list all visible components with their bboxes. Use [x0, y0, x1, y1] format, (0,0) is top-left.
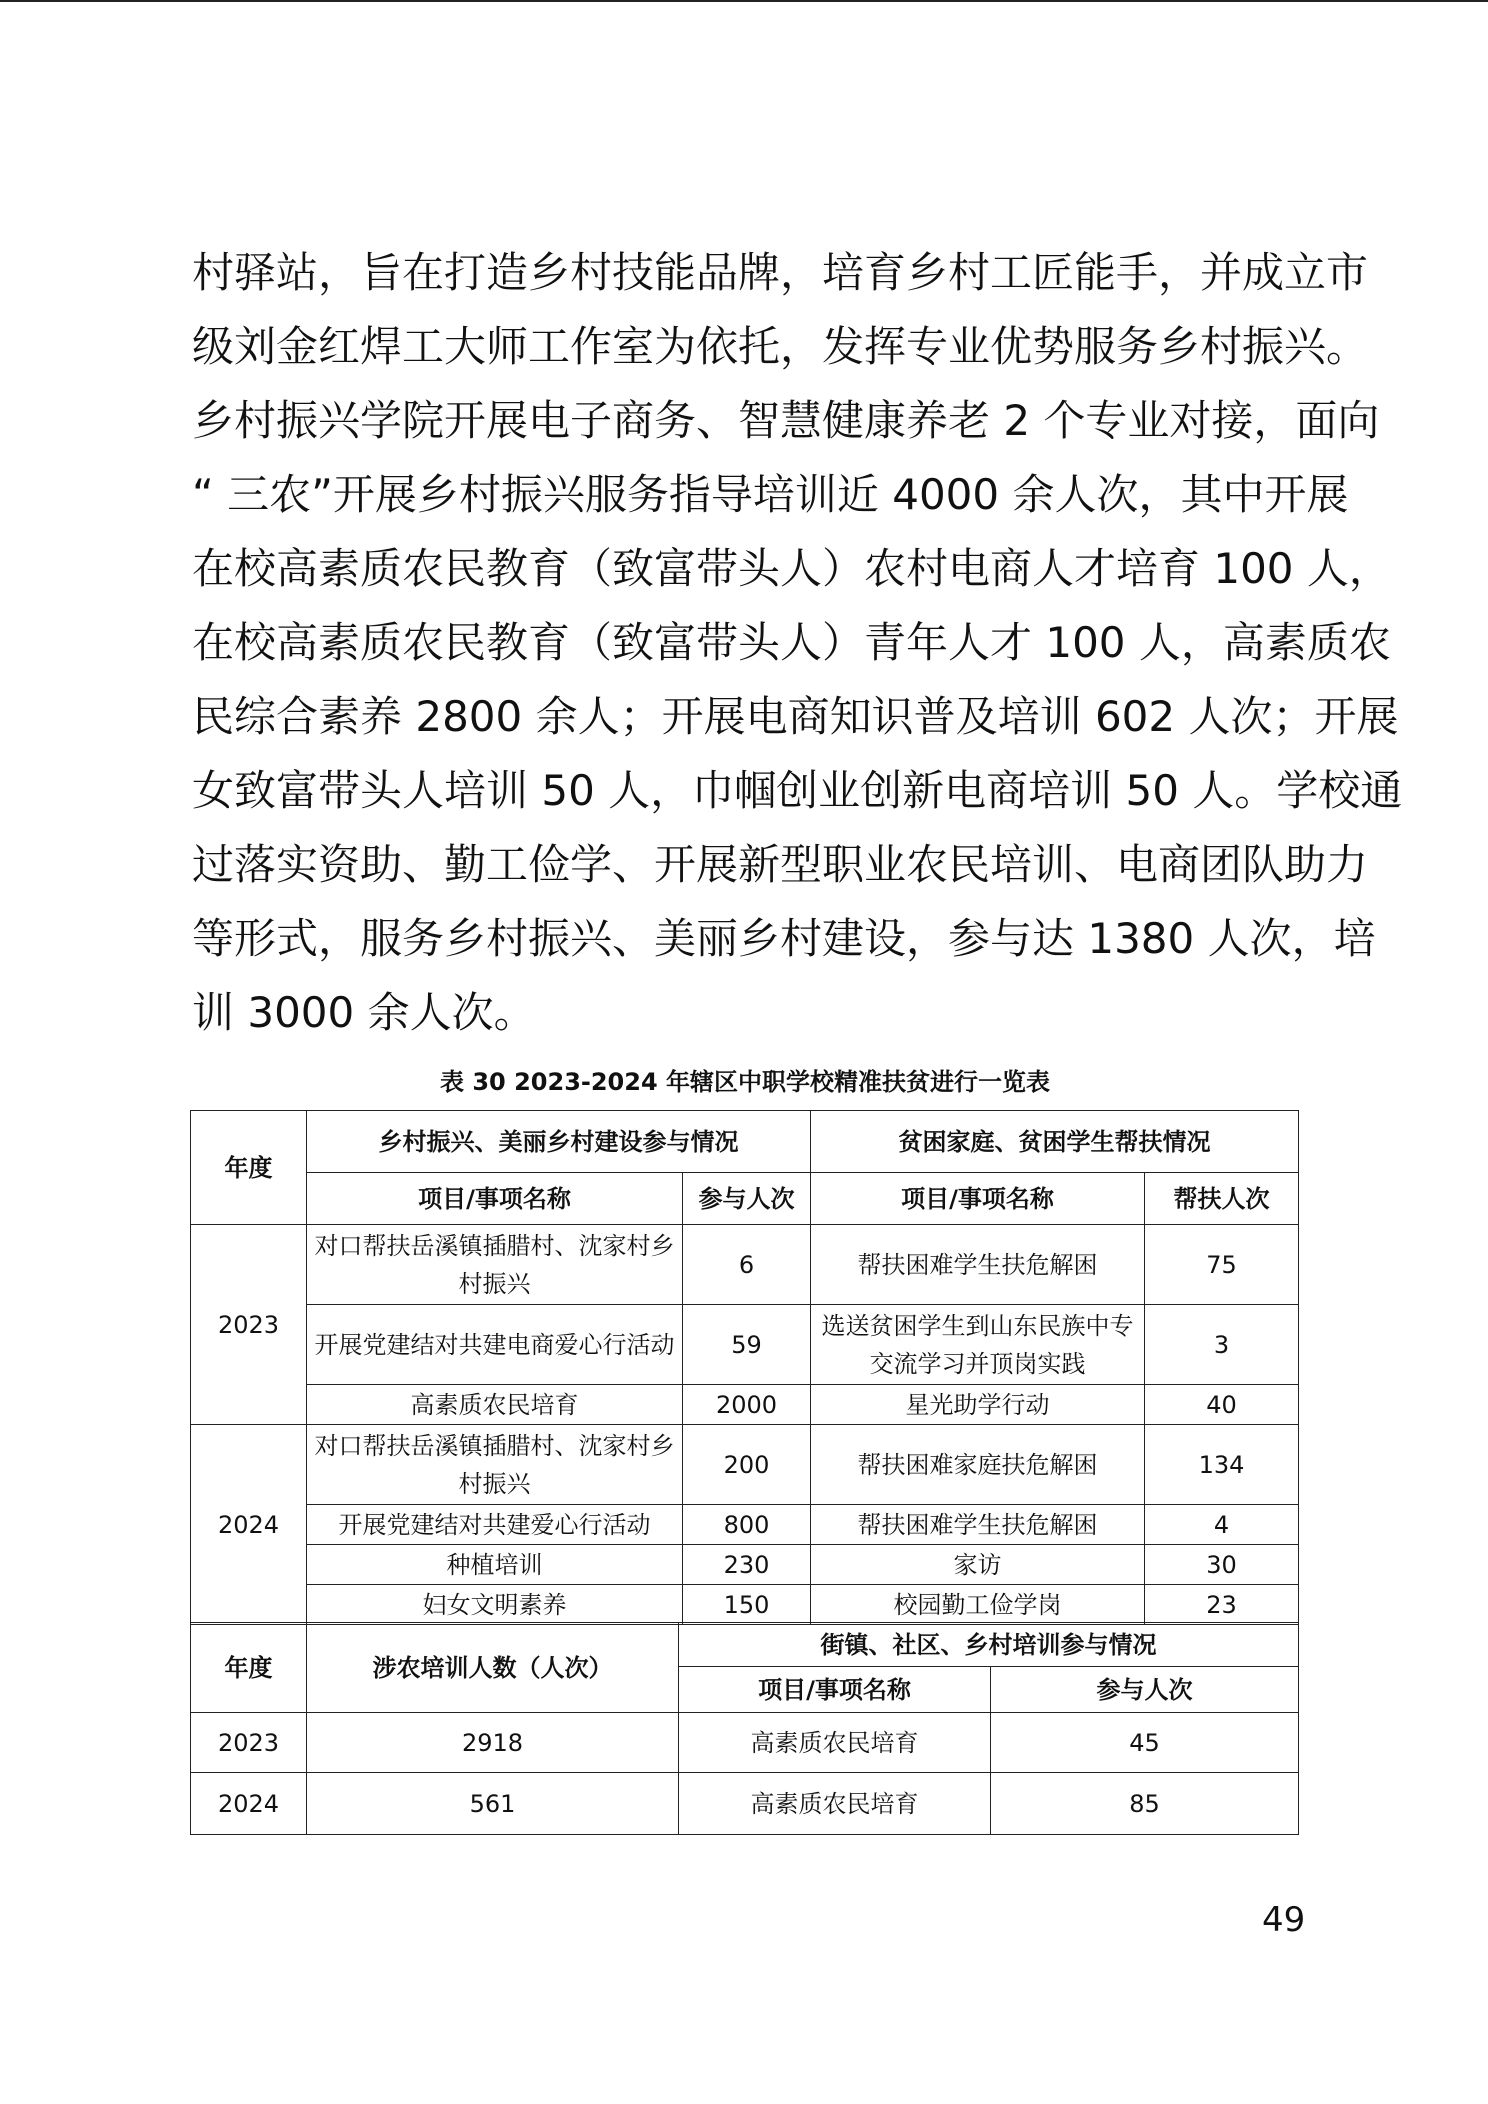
count-cell: 150	[683, 1585, 811, 1625]
body-line: 民综合素养 2800 余人；开展电商知识普及培训 602 人次；开展	[192, 692, 1399, 741]
table-row	[191, 1225, 1299, 1305]
top-rule	[0, 0, 1488, 2]
item-cell: 家访	[811, 1545, 1145, 1585]
header-year: 年度	[191, 1111, 307, 1225]
year-cell: 2023	[191, 1713, 307, 1773]
body-line: 乡村振兴学院开展电子商务、智慧健康养老 2 个专业对接，面向	[192, 396, 1380, 445]
body-line: 在校高素质农民教育（致富带头人）农村电商人才培育 100 人，	[192, 544, 1391, 593]
count-cell: 3	[1145, 1305, 1299, 1385]
body-line: 过落实资助、勤工俭学、开展新型职业农民培训、电商团队助力	[192, 840, 1369, 889]
header-item-name: 项目/事项名称	[811, 1173, 1145, 1225]
body-line: 训 3000 余人次。	[192, 988, 536, 1037]
header-year: 年度	[191, 1623, 307, 1713]
item-cell: 种植培训	[307, 1545, 683, 1585]
count-cell: 30	[1145, 1545, 1299, 1585]
item-cell: 帮扶困难家庭扶危解困	[811, 1425, 1145, 1505]
item-cell: 妇女文明素养	[307, 1585, 683, 1625]
item-cell: 帮扶困难学生扶危解困	[811, 1225, 1145, 1305]
header-community-training: 街镇、社区、乡村培训参与情况	[679, 1623, 1299, 1667]
table-row	[191, 1385, 1299, 1425]
item-cell: 星光助学行动	[811, 1385, 1145, 1425]
item-cell: 选送贫困学生到山东民族中专交流学习并顶岗实践	[811, 1305, 1145, 1385]
body-line: 村驿站，旨在打造乡村技能品牌，培育乡村工匠能手，并成立市	[192, 248, 1369, 297]
training-cell: 561	[307, 1773, 679, 1835]
table-row	[191, 1713, 1299, 1773]
year-cell: 2024	[191, 1425, 307, 1625]
table-row	[191, 1505, 1299, 1545]
body-line: “ 三农”开展乡村振兴服务指导培训近 4000 余人次，其中开展	[192, 470, 1349, 519]
body-line: 等形式，服务乡村振兴、美丽乡村建设，参与达 1380 人次，培	[192, 914, 1376, 963]
item-cell: 开展党建结对共建爱心行活动	[307, 1505, 683, 1545]
count-cell: 134	[1145, 1425, 1299, 1505]
header-participants: 参与人次	[683, 1173, 811, 1225]
table-row	[191, 1773, 1299, 1835]
item-cell: 高素质农民培育	[679, 1773, 991, 1835]
item-cell: 高素质农民培育	[679, 1713, 991, 1773]
training-table	[190, 1622, 1299, 1835]
header-item-name: 项目/事项名称	[307, 1173, 683, 1225]
count-cell: 200	[683, 1425, 811, 1505]
training-cell: 2918	[307, 1713, 679, 1773]
count-cell: 800	[683, 1505, 811, 1545]
item-cell: 对口帮扶岳溪镇插腊村、沈家村乡村振兴	[307, 1425, 683, 1505]
body-line: 女致富带头人培训 50 人，巾帼创业创新电商培训 50 人。学校通	[192, 766, 1403, 815]
count-cell: 75	[1145, 1225, 1299, 1305]
table-row	[191, 1305, 1299, 1385]
header-poverty-support: 贫困家庭、贫困学生帮扶情况	[811, 1111, 1299, 1173]
item-cell: 开展党建结对共建电商爱心行活动	[307, 1305, 683, 1385]
year-cell: 2024	[191, 1773, 307, 1835]
body-line: 在校高素质农民教育（致富带头人）青年人才 100 人，高素质农	[192, 618, 1391, 667]
table-row	[191, 1425, 1299, 1505]
count-cell: 4	[1145, 1505, 1299, 1545]
count-cell: 45	[991, 1713, 1299, 1773]
poverty-alleviation-table	[190, 1110, 1299, 1625]
header-item-name: 项目/事项名称	[679, 1667, 991, 1713]
header-supported: 帮扶人次	[1145, 1173, 1299, 1225]
item-cell: 对口帮扶岳溪镇插腊村、沈家村乡村振兴	[307, 1225, 683, 1305]
count-cell: 230	[683, 1545, 811, 1585]
item-cell: 校园勤工俭学岗	[811, 1585, 1145, 1625]
header-participants: 参与人次	[991, 1667, 1299, 1713]
item-cell: 高素质农民培育	[307, 1385, 683, 1425]
header-training-count: 涉农培训人数（人次）	[307, 1623, 679, 1713]
table-caption: 表 30 2023-2024 年辖区中职学校精准扶贫进行一览表	[439, 1068, 1051, 1096]
year-cell: 2023	[191, 1225, 307, 1425]
count-cell: 6	[683, 1225, 811, 1305]
body-paragraph	[192, 236, 1403, 1050]
count-cell: 59	[683, 1305, 811, 1385]
table-row	[191, 1545, 1299, 1585]
item-cell: 帮扶困难学生扶危解困	[811, 1505, 1145, 1545]
count-cell: 23	[1145, 1585, 1299, 1625]
page-number: 49	[1262, 1900, 1306, 1940]
count-cell: 2000	[683, 1385, 811, 1425]
header-rural-revitalization: 乡村振兴、美丽乡村建设参与情况	[307, 1111, 811, 1173]
body-line: 级刘金红焊工大师工作室为依托，发挥专业优势服务乡村振兴。	[192, 322, 1369, 371]
count-cell: 85	[991, 1773, 1299, 1835]
table-row	[191, 1585, 1299, 1625]
count-cell: 40	[1145, 1385, 1299, 1425]
